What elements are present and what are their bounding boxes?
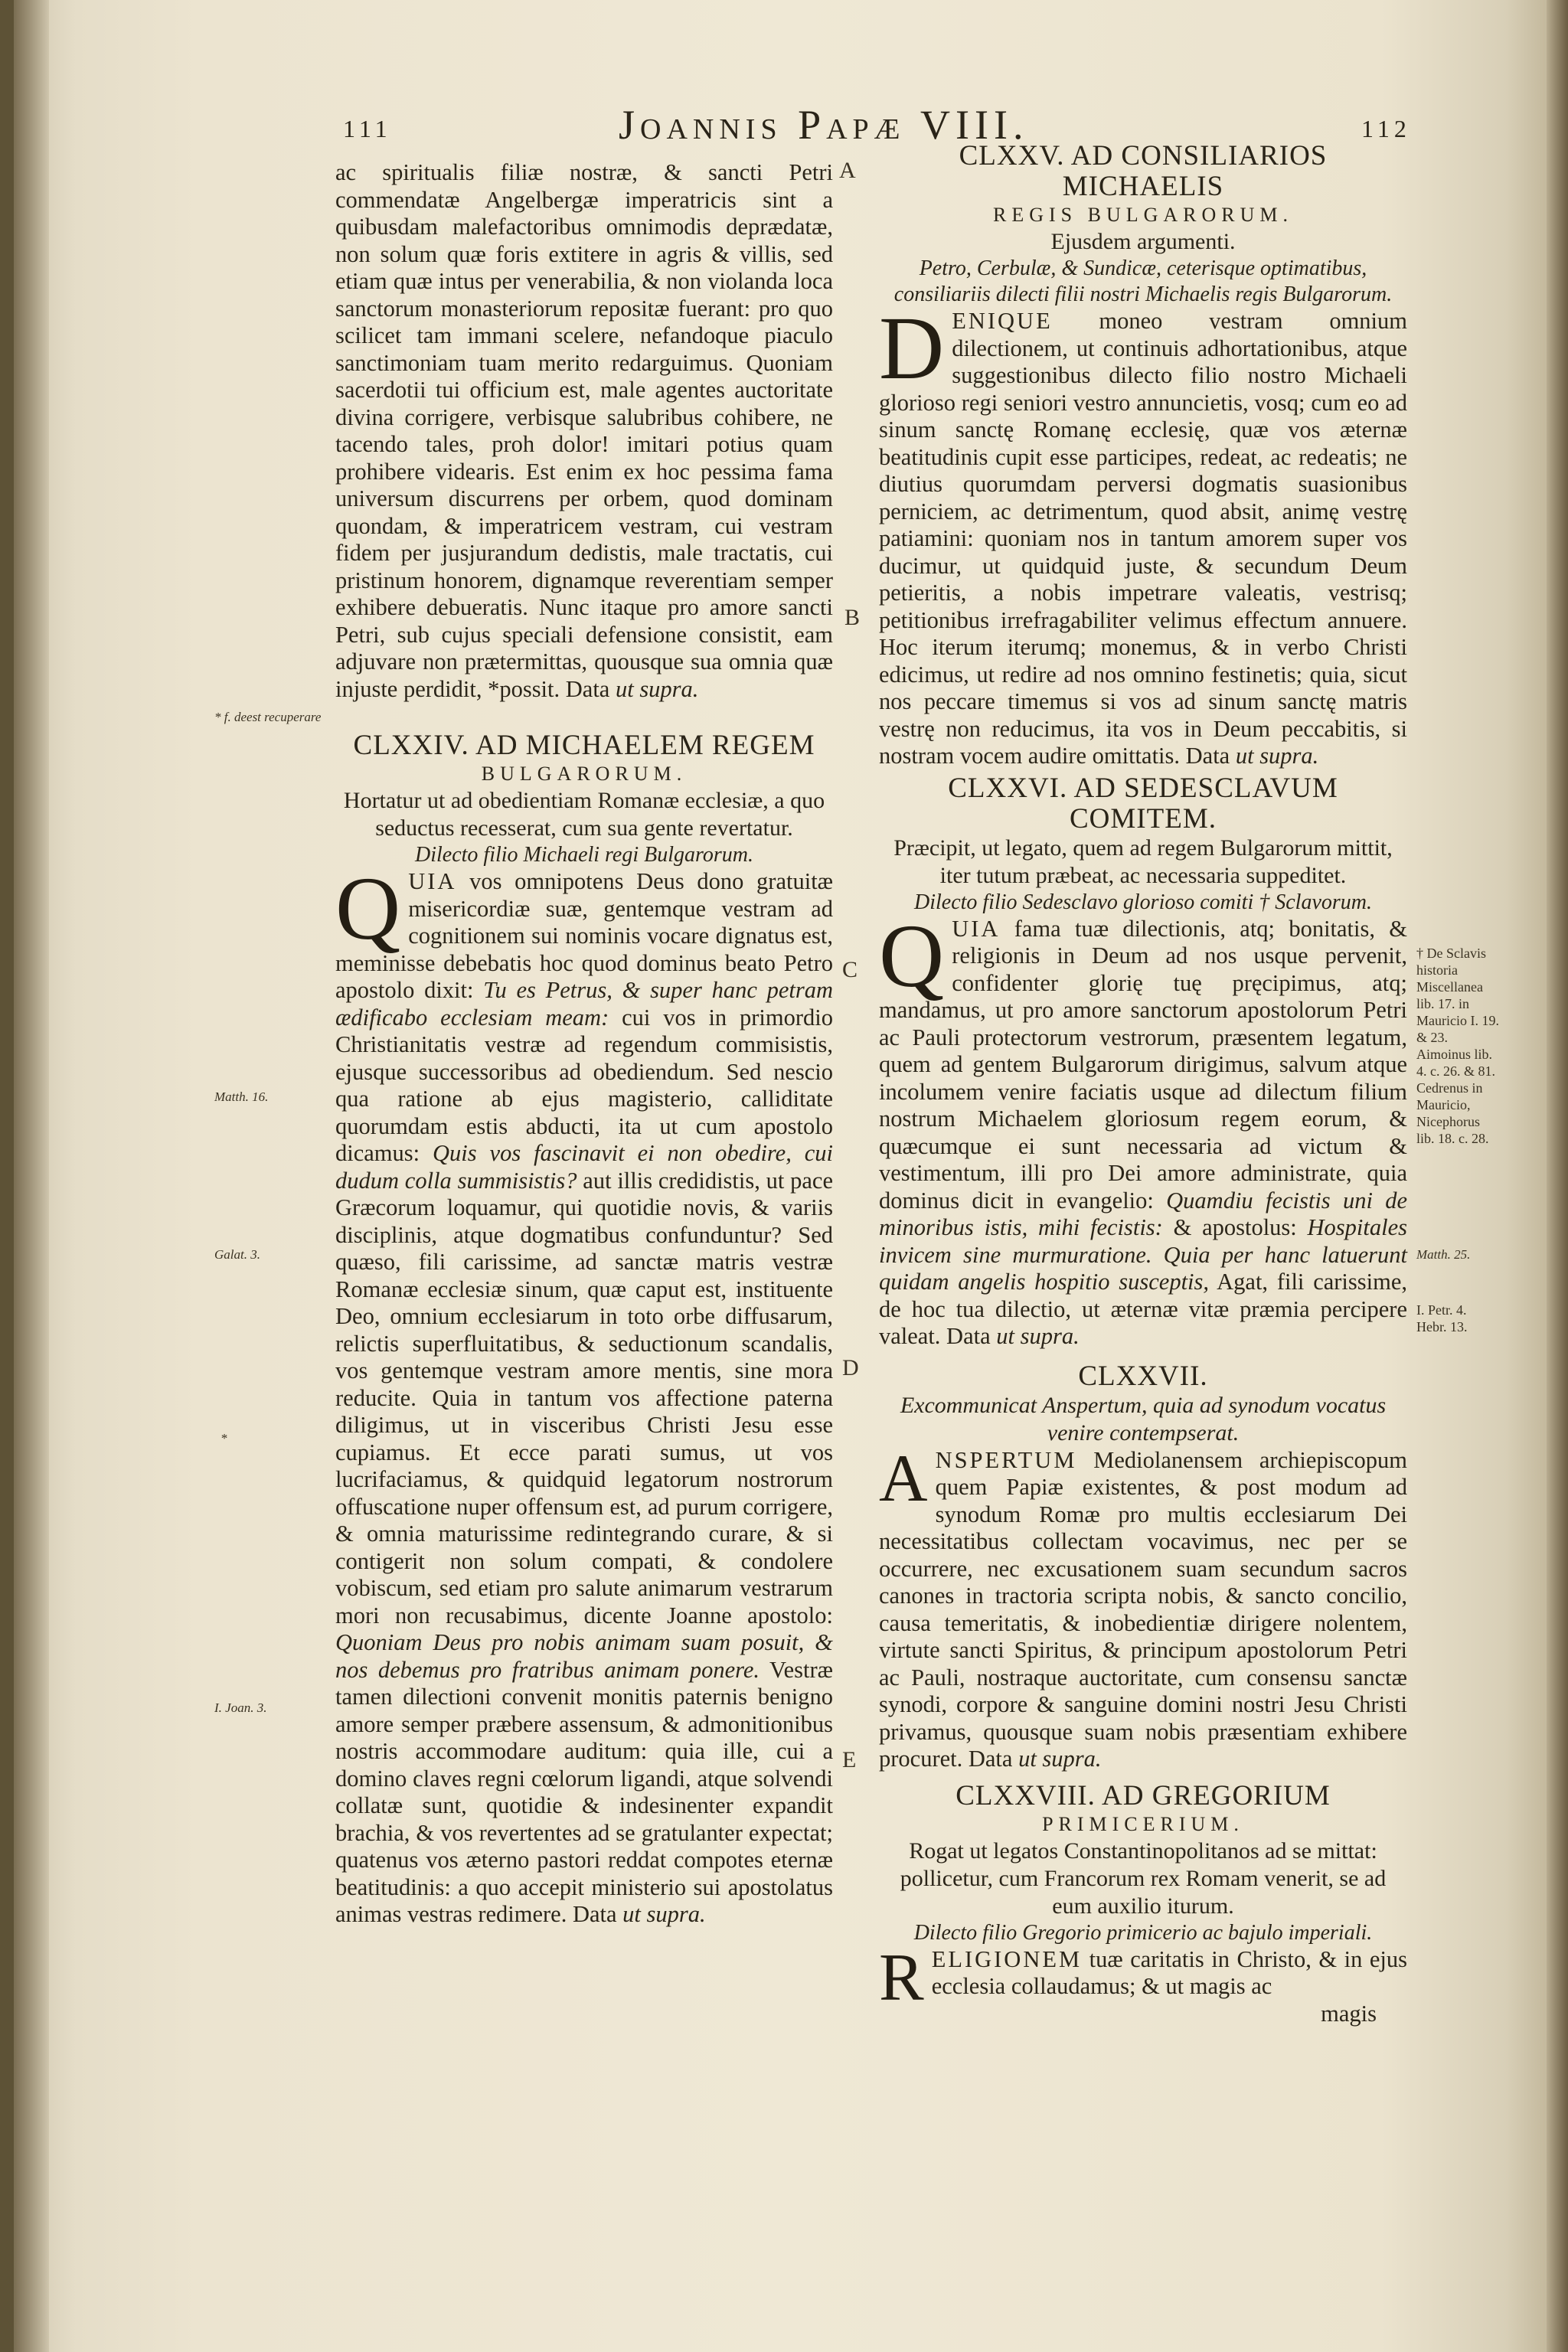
page-number-right: 112 [1361,115,1411,142]
catchword: magis [1321,2000,1377,2027]
section-marker-d: D [842,1355,859,1380]
letter-175-address: Petro, Cerbulæ, & Sundicæ, ceterisque optimatibus, consiliariis dilecti filii nostri Michaelis regis Bulgarorum. [893,256,1393,306]
margin-note-matth-25: Matth. 25. [1416,1247,1471,1262]
dropcap-q-2: Q [879,905,945,1006]
margin-note-galat-3: Galat. 3. [214,1247,260,1262]
letter-174-subheading: BULGARORUM. [481,763,688,785]
section-marker-c: C [842,957,858,982]
margin-note-matth-16: Matth. 16. [214,1089,269,1104]
letter-176-address: Dilecto filio Sedesclavo glorioso comiti † Sclavorum. [913,890,1372,914]
section-marker-b: B [844,605,861,630]
letter-174-body: Q UIA vos omnipotens Deus dono gratuitæ misericordiæ suæ, gentemque vestram ad cognitionem sui nominis vocare dignatus est, meminisse debebatis hoc quod dominus beato Petro apostolo dixit: Tu es Petrus, & super hanc petram ædificabo ecclesiam meam: cui vos in primordio Christianitatis vestræ ad regendum commisistis, ejusque successoribus ad obediendum. Sed nescio qua ratione ab ejus magisterio, calliditate quorumdam estis abducti, ita ut cum apostolo dicamus: Quis vos fascinavit ei non obedire, cui dudum colla summisistis? aut illis credidistis, ut pace Græcorum loquamur, qui quotidie novis, & variis disciplinis, atque dogmatibus confunduntur? Sed quæso, fili carissime, ad sanctæ matris vestræ Romanæ ecclesiæ sinum, quæ caput est, instituente Deo, omnium ecclesiarum in toto orbe diffusarum, relictis superfluitatibus, & seductionum scandalis, vos gentemque vestram amore mentis, sine mora reducite. Quia in tantum vos affectione paterna diligimus, ut in visceribus Christi Jesu esse cupiamus. Et ecce parati sumus, ut vos lucrifaciamus, & quidquid legatorum nostrorum offuscatione nuper offensum est, ad purum corrigere, & omnia maturissime redintegrando curare, & si contigerit non solum compati, & condolere vobiscum, sed etiam pro salute animarum vestrarum mori non recusabimus, dicente Joanne apostolo: Quoniam Deus pro nobis animam suam posuit, & nos debemus pro fratribus animam ponere. Vestræ tamen dilectioni convenit monitis paternis benigno amore semper præbere assensum, & admonitionibus nostris accommodare auditum: quia ille, cui a domino claves regni cœlorum ligandi, atque solvendi collatæ sunt, quotidie & indesinenter expandit brachia, & vos revertentes ad se gratulanter expectat; quatenus vos æterno pastori reddat compotes eternæ beatitudinis: a quo accepit ministerio sui apostolatus animas vestras redimere. Data ut supra. [335,858,834,1927]
letter-174-heading: CLXXIV. AD MICHAELEM REGEM [353,730,815,761]
section-marker-a: A [839,158,856,183]
letter-178-body: R ELIGIONEM tuæ caritatis in Christo, & in ejus ecclesia collaudamus; & ut magis ac [879,1940,1407,2015]
page-number-left: 111 [343,115,392,142]
right-column [879,141,1407,2027]
margin-note-de-sclavis: † De Sclavis historia Miscellanea lib. 17. in Mauricio I. 19. & 23. Aimoinus lib. 4. c. 26. & 81. Cedrenus in Mauricio, Nicephorus lib. 18. c. 28. [1416,946,1499,1146]
dropcap-q: Q [335,858,401,959]
letter-178-address: Dilecto filio Gregorio primicerio ac bajulo imperiali. [913,1920,1373,1945]
margin-note-petr-hebr: I. Petr. 4. Hebr. 13. [1416,1302,1468,1334]
letter-175-heading: CLXXV. AD CONSILIARIOS MICHAELIS [959,140,1328,202]
section-marker-e: E [842,1747,857,1772]
margin-note-recuperare: * f. deest recuperare [214,710,322,724]
margin-note-1-joan-3: I. Joan. 3. [214,1700,267,1715]
letter-176-summary: Præcipit, ut legato, quem ad regem Bulgarorum mittit, iter tutum præbeat, ac necessaria suppeditet. [893,835,1393,888]
letter-175-body: D ENIQUE moneo vestram omnium dilectionem, ut continuis adhortationibus, atque suggestionibus dilecto filio nostro Michaeli glorioso regi seniori vestro annuncietis, vosq; cum eo ad sinum sanctę Romanę ecclesię, quæ vos æternæ beatitudinis cupit esse participes, redeat, ac redeatis; ne diutius quorumdam perversi dogmatis suasionibus perniciem, ac detrimentum, quod absit, animę vestrę patiamini: quoniam nos in tantum amorem super vos ducimur, ut quidquid juste, & secundum Deum petieritis, a nobis impetrare valeatis, vestrisq; petitionibus irrefragabiliter velimus effectum annuere. Hoc iterum iterumq; monemus, & in verbo Christi edicimus, ut redire ad nos omnino festinetis; quia, sicut nos peccare timemus si vos ad sinum sanctę matris vestrę non reducimus, ita vos in Deum peccabitis, si nostram vocem audire omittatis. Data ut supra. [879,298,1408,769]
margin-note-asterisk: * [220,1431,227,1446]
letter-174-address: Dilecto filio Michaeli regi Bulgarorum. [415,843,753,867]
dropcap-r: R [879,1940,924,2015]
left-column [335,159,833,1929]
letter-178-subheading: PRIMICERIUM. [1042,1812,1244,1835]
letter-175-summary: Ejusdem argumenti. [1050,229,1236,254]
letter-174-summary: Hortatur ut ad obedientiam Romanæ ecclesiæ, a quo seductus recesserat, cum sua gente revertatur. [343,788,825,841]
book-page [14,0,1568,2352]
letter-178-summary: Rogat ut legatos Constantinopolitanos ad se mittat: pollicetur, cum Francorum rex Romam venerit, se ad eum auxilio iturum. [900,1838,1387,1919]
running-title: Joannis Papæ VIII. [619,102,1029,148]
dropcap-d: D [879,298,945,398]
dropcap-a: A [879,1441,928,1516]
page-edge [1547,0,1568,2352]
letter-178-heading: CLXXVIII. AD GREGORIUM [956,1779,1331,1811]
gutter-shadow [14,0,49,2352]
letter-176-heading: CLXXVI. AD SEDESCLAVUM COMITEM. [948,772,1338,835]
letter-177-body: A NSPERTUM Mediolanensem archiepiscopum quem Papiæ existentes, & post modum ad synodum Romæ pro multis ecclesiarum Dei necessitatibus collectam vocavimus, nec per se occurrere, nec excusationem suam secundum sacros canones in tractoria scripta nobis, & sancto concilio, causa temeritatis, & inobedientiæ dirigere nolentem, virtute sancti Spiritus, & principum apostolorum Petri ac Pauli, nostraque auctoritate, cum consensu sanctæ synodi, corpore & sanguine domini nostri Jesu Christi privamus, quousque suam nobis præsentiam exhibere procuret. Data ut supra. [879,1441,1407,1772]
letter-173-continuation: ac spiritualis filiæ nostræ, & sancti Petri commendatæ Angelbergæ imperatricis sint a quibusdam malefactoribus omnimodis deprædatæ, non solum quæ foris extitere in agris & villis, sed etiam quæ intus per venerabilia, & non violanda loca sanctorum monasteriorum repositæ fuerant: pro quo scilicet tam immani scelere, nefandoque piaculo sanctimoniam tuam merito redarguimus. Quoniam sacerdotii tui officium est, male agentes auctoritate divina corrigere, verbisque salubribus cohibere, ne tacendo tales, proh dolor! imitari potius quam prohibere videaris. Est enim ex hoc pessima fama universum discurrens per orbem, quod dominam quondam, & imperatricem vestram, cui vestram fidem per jusjurandum dedistis, male tractatis, cui pristinum honorem, dignamque reverentiam semper exhibere debueratis. Nunc itaque pro amore sancti Petri, sub cujus speciali defensione consistit, eam adjuvare non prætermittas, quousque sua omnia quæ injuste perdidit, *possit. Data ut supra. [335,159,833,702]
letter-177-summary: Excommunicat Anspertum, quia ad synodum vocatus venire contempserat. [900,1392,1387,1446]
letter-177-heading: CLXXVII. [1078,1360,1208,1392]
letter-176-body: Q UIA fama tuæ dilectionis, atq; bonitatis, & religionis in Deum ad nos usque pervenit, confidenter glorię tuę pręcipimus, atq; mandamus, ut pro amore sanctorum apostolorum Petri ac Pauli protectorum vestrorum, præsentem legatum, quem ad gentem Bulgarorum dirigimus, salvum atque incolumem venire faciatis usque ad dilectum filium nostrum Michaelem gloriosum regem eorum, & quæcumque ei sunt necessaria ad victum & vestimentum, illi pro Dei amore administrate, quia dominus dicit in evangelio: Quamdiu fecistis uni de minoribus istis, mihi fecistis: & apostolus: Hospitales invicem sine murmuratione. Quia per hanc latuerunt quidam angelis hospitio susceptis, Agat, fili carissime, de hoc tua dilectio, ut æternæ vitæ præmia percipere valeat. Data ut supra. [879,905,1408,1349]
letter-175-subheading: REGIS BULGARORUM. [992,204,1294,226]
